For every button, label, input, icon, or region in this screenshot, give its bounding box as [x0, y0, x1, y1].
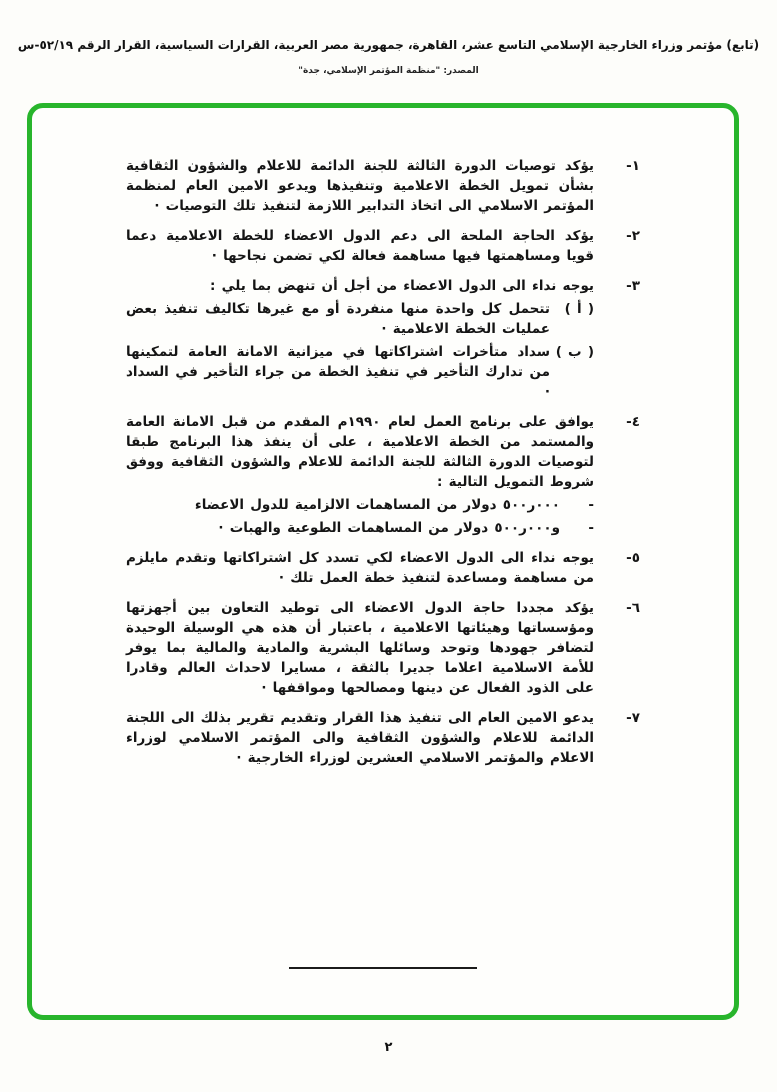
- end-divider: [289, 967, 477, 969]
- funding-bullet-1: [126, 495, 594, 515]
- item-number: ٤-: [626, 414, 640, 430]
- document-header-title: (تابع) مؤتمر وزراء الخارجية الإسلامي التاسع عشر، القاهرة، جمهورية مصر العربية، القرارات السياسية، القرار الرقم ٥٢/١٩-س: [17, 38, 760, 52]
- subitem-text: سداد متأخرات اشتراكاتها في ميزانية الامانة العامة لتمكينها من تدارك التأخير في تنفيذ الخطة من جراء التأخير في السداد ·: [126, 344, 550, 400]
- funding-bullet-2: [126, 518, 594, 538]
- amount-value: ٥٠٠ر٠٠٠: [502, 497, 560, 513]
- amount-value: ٥٠٠ر٠٠٠: [494, 520, 552, 536]
- item-text: يوجه نداء الى الدول الاعضاء لكي تسدد كل اشتراكاتها وتقدم مايلزم من مساهمة ومساعدة لتنفيذ خطة العمل تلك ·: [126, 550, 594, 586]
- resolution-item-3: [126, 276, 640, 402]
- green-content-frame: [27, 103, 739, 1020]
- subitem-a: [126, 299, 594, 339]
- bullet-dash: -: [588, 520, 594, 536]
- item-text: يؤكد توصيات الدورة الثالثة للجنة الدائمة للاعلام والشؤون الثقافية بشأن تمويل الخطة الاعلامية وتنفيذها ويدعو الامين العام لمنظمة المؤتمر الاسلامي الى اتخاذ التدابير اللازمة لتنفيذ تلك التوصيات ·: [126, 158, 594, 214]
- subitem-b: [126, 342, 594, 402]
- item-text: يؤكد مجددا حاجة الدول الاعضاء الى توطيد التعاون بين أجهزتها ومؤسساتها وهيئاتها الاعلامية ، باعتبار أن هذه هي الوسيلة الوحيدة لتضافر جهودها وتوحد وسائلها البشرية والمادية والمالية بما يوفر للأمة الاسلامية اعلاما جديرا بالثقة ، مسايرا لاحداث العالم وقادرا على الذود الفعال عن دينها ومصالحها ومواقفها ·: [126, 600, 594, 696]
- subitem-label: ( أ ): [564, 301, 594, 317]
- resolution-item-7: [126, 708, 640, 768]
- item-text: يؤكد الحاجة الملحة الى دعم الدول الاعضاء للخطة الاعلامية دعما قويا ومساهمتها فيها مساهمة فعالة لكي تضمن نجاحها ·: [126, 228, 594, 264]
- amount-prefix: و: [551, 520, 560, 536]
- bullet-text: [126, 495, 560, 515]
- bullet-text: [126, 518, 560, 538]
- item-text: [126, 412, 594, 538]
- subitem-text: تتحمل كل واحدة منها منفردة أو مع غيرها تكاليف تنفيذ بعض عمليات الخطة الاعلامية ·: [126, 301, 550, 337]
- bullet-dash: -: [588, 497, 594, 513]
- amount-description: دولار من المساهمات الالزامية للدول الاعضاء: [194, 497, 497, 513]
- item-number: ١-: [626, 158, 640, 174]
- document-source-line: المصدر: "منظمة المؤتمر الإسلامي، جدة": [298, 66, 479, 76]
- item-text: يدعو الامين العام الى تنفيذ هذا القرار وتقديم تقرير بذلك الى اللجنة الدائمة للاعلام والشؤون الثقافية والى المؤتمر الاسلامي لوزراء الاعلام والمؤتمر الاسلامي العشرين لوزراء الخارجية ·: [126, 710, 594, 766]
- item-intro: يوجه نداء الى الدول الاعضاء من أجل أن تنهض بما يلي :: [210, 278, 594, 294]
- item-intro: يوافق على برنامج العمل لعام ١٩٩٠م المقدم من قبل الامانة العامة والمستمد من الخطة الاعلامية ، على أن ينفذ هذا البرنامج طبقا لتوصيات الدورة الثالثة للجنة الدائمة للاعلام والشؤون الثقافية ووفق شروط التمويل التالية :: [126, 414, 594, 490]
- resolution-item-4: [126, 412, 640, 538]
- item-number: ٢-: [626, 228, 640, 244]
- amount-description: دولار من المساهمات الطوعية والهبات ·: [218, 520, 489, 536]
- resolution-item-5: [126, 548, 640, 588]
- item-number: ٧-: [626, 710, 640, 726]
- subitem-label: ( ب ): [555, 344, 594, 360]
- resolution-item-6: [126, 598, 640, 698]
- item-number: ٥-: [626, 550, 640, 566]
- item-text: [126, 276, 594, 402]
- resolution-item-2: [126, 226, 640, 266]
- resolution-item-1: [126, 156, 640, 216]
- item-number: ٣-: [626, 278, 640, 294]
- resolution-body: [126, 156, 640, 778]
- page-number: ٢: [384, 1040, 393, 1055]
- item-number: ٦-: [626, 600, 640, 616]
